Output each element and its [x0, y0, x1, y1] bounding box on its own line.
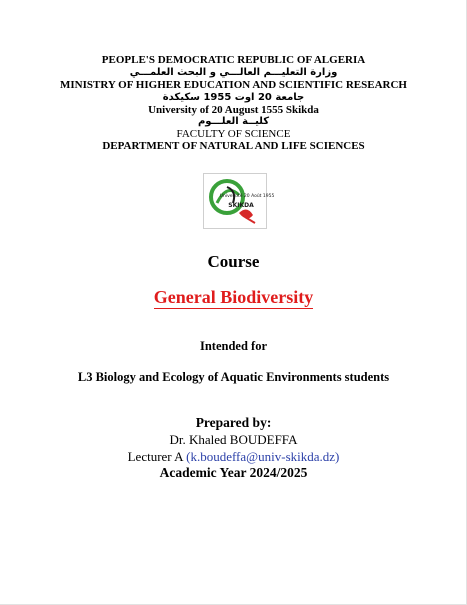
prepared-by-label: Prepared by: — [195, 415, 272, 430]
ministry-heading: MINISTRY OF HIGHER EDUCATION AND SCIENTIFIC RESEARCH — [60, 79, 407, 91]
university-heading: University of 20 August 1555 Skikda — [148, 104, 319, 116]
author-rank: Lecturer A — [127, 449, 183, 464]
university-logo — [203, 173, 275, 229]
author-name: Dr. Khaled BOUDEFFA — [169, 432, 298, 447]
faculty-arabic: كليــة العلـــوم — [197, 116, 270, 127]
author-rank-line — [0, 449, 467, 464]
faculty-heading: FACULTY OF SCIENCE — [176, 128, 291, 140]
course-title-text: General Biodiversity — [153, 287, 314, 307]
logo-caption: Université 20 Août 1955 — [219, 194, 275, 199]
course-label: Course — [207, 252, 260, 271]
academic-year: Academic Year 2024/2025 — [159, 465, 308, 480]
intended-label: Intended for — [199, 339, 268, 353]
department-heading: DEPARTMENT OF NATURAL AND LIFE SCIENCES — [102, 140, 365, 152]
course-title — [0, 286, 467, 308]
ministry-arabic: وزارة التعليـــم العالـــي و البحث العلمـــي — [129, 67, 338, 78]
university-seal-icon — [203, 173, 275, 229]
email-close: ) — [335, 449, 340, 464]
university-arabic: جامعة 20 اوت 1955 سكيكدة — [162, 92, 305, 103]
target-students: L3 Biology and Ecology of Aquatic Environments students — [77, 370, 390, 384]
logo-city: SKIKDA — [228, 202, 254, 209]
republic-heading: PEOPLE'S DEMOCRATIC REPUBLIC OF ALGERIA — [101, 54, 366, 66]
email-open: ( — [186, 449, 191, 464]
author-email[interactable]: k.boudeffa@univ-skikda.dz — [190, 449, 336, 464]
